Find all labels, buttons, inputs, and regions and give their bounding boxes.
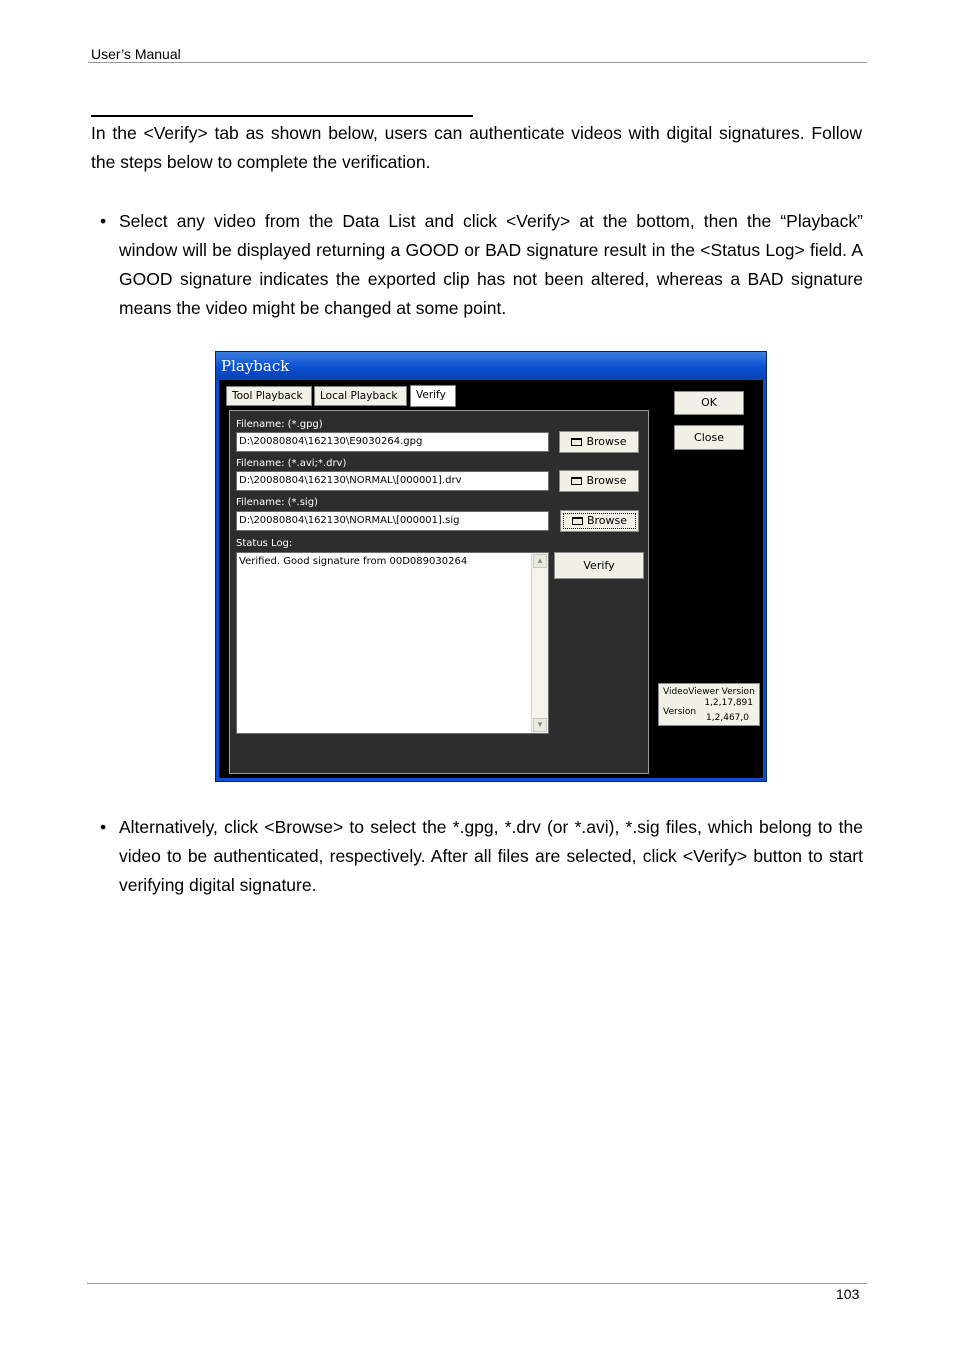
scroll-down-icon[interactable]: ▼ bbox=[533, 718, 547, 732]
version-value: 1,2,467,0 bbox=[706, 713, 749, 723]
page-header-text: User’s Manual bbox=[91, 46, 181, 62]
gpg-filename-field[interactable]: D:\20080804\162130\E9030264.gpg bbox=[236, 432, 549, 452]
browse-button-sig[interactable] bbox=[560, 510, 639, 532]
status-log-scrollbar[interactable] bbox=[531, 553, 548, 733]
close-button[interactable]: Close bbox=[674, 425, 744, 450]
status-log-text: Verified. Good signature from 00D089030264 bbox=[239, 556, 468, 567]
dialog-titlebar[interactable]: Playback bbox=[216, 352, 766, 380]
browse-button-gpg[interactable] bbox=[559, 431, 639, 453]
footer-rule bbox=[87, 1283, 867, 1284]
bullet-dot: • bbox=[100, 211, 107, 231]
playback-dialog bbox=[215, 351, 767, 782]
viewer-version-label: VideoViewer Version bbox=[663, 687, 755, 697]
tab-tool-playback[interactable]: Tool Playback bbox=[226, 386, 312, 406]
viewer-version-value: 1,2,17,891 bbox=[704, 698, 753, 708]
window-frame-bottom bbox=[216, 778, 766, 781]
section-title-rule bbox=[91, 115, 473, 117]
header-rule bbox=[88, 62, 867, 63]
sig-filename-label: Filename: (*.sig) bbox=[236, 497, 318, 508]
tab-verify[interactable]: Verify bbox=[410, 385, 456, 407]
bullet-dot: • bbox=[100, 817, 107, 837]
drv-filename-label: Filename: (*.avi;*.drv) bbox=[236, 458, 347, 469]
version-label: Version bbox=[663, 707, 697, 717]
scroll-up-icon[interactable]: ▲ bbox=[533, 554, 547, 568]
window-frame-right bbox=[763, 380, 766, 781]
version-box bbox=[658, 683, 760, 726]
intro-paragraph: In the <Verify> tab as shown below, users can authenticate videos with digital signatures. Follow the steps below to complete the verification. bbox=[91, 123, 862, 172]
browse-button-drv[interactable] bbox=[559, 470, 639, 492]
status-log-box[interactable] bbox=[236, 552, 549, 734]
folder-open-icon bbox=[571, 477, 582, 485]
sig-filename-field[interactable]: D:\20080804\162130\NORMAL\[000001].sig bbox=[236, 511, 549, 531]
browse-label: Browse bbox=[586, 474, 627, 487]
window-frame-left bbox=[216, 380, 219, 781]
bullet-text-1: Select any video from the Data List and click <Verify> at the bottom, then the “Playback” window will be displayed returning a GOOD or BAD signature result in the <Status Log> field. A GOOD signature indicates the exported clip has not been altered, whereas a BAD signature means the video might be changed at some point. bbox=[119, 211, 863, 318]
browse-label: Browse bbox=[586, 435, 627, 448]
page-number: 103 bbox=[836, 1286, 860, 1302]
folder-open-icon bbox=[571, 438, 582, 446]
tab-local-playback[interactable]: Local Playback bbox=[314, 386, 407, 406]
drv-filename-field[interactable]: D:\20080804\162130\NORMAL\[000001].drv bbox=[236, 471, 549, 491]
browse-label: Browse bbox=[586, 514, 628, 527]
bullet-text-2: Alternatively, click <Browse> to select the *.gpg, *.drv (or *.avi), *.sig files, which belong to the video to be authenticated, respectively. After all files are selected, click <Verify> button to start verifying digital signature. bbox=[119, 817, 863, 895]
verify-button[interactable]: Verify bbox=[554, 552, 644, 579]
verify-panel bbox=[229, 410, 649, 774]
ok-button[interactable]: OK bbox=[674, 391, 744, 415]
status-log-label: Status Log: bbox=[236, 538, 293, 549]
folder-open-icon bbox=[572, 517, 583, 525]
gpg-filename-label: Filename: (*.gpg) bbox=[236, 419, 323, 430]
